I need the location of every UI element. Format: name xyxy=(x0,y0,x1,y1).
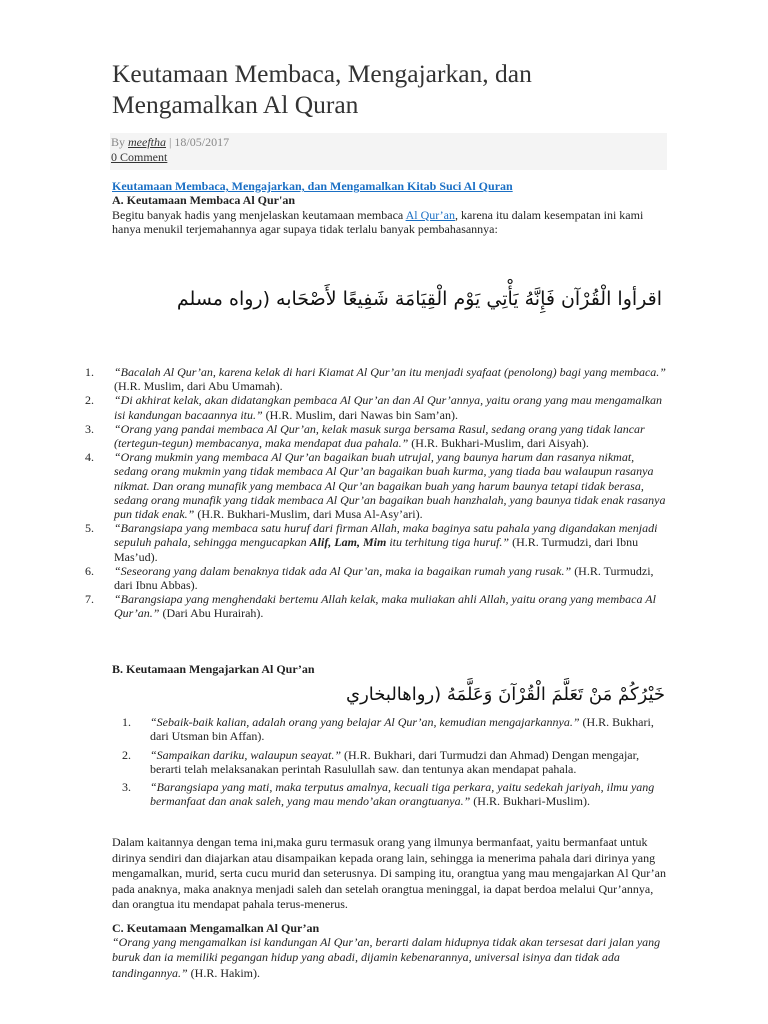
hadith-quote: “Sebaik-baik kalian, adalah orang yang belajar Al Qur’an, kemudian mengajarkannya.” xyxy=(150,715,580,729)
hadith-source: (H.R. Muslim, dari Nawas bin Sam’an). xyxy=(262,407,458,422)
list-item xyxy=(122,748,670,777)
item-number: 2. xyxy=(85,393,94,408)
hadith-quote: “Bacalah Al Qur’an, karena kelak di hari Kiamat Al Qur’an itu menjadi syafaat (penolong) bagi yang membaca.” xyxy=(114,365,666,379)
section-c-heading: C. Keutamaan Mengamalkan Al Qur’an xyxy=(112,921,320,935)
hadith-source: (Dari Abu Hurairah). xyxy=(159,606,264,621)
item-number: 1. xyxy=(122,715,131,729)
hadith-source: (H.R. Bukhari-Muslim, dari Musa Al-Asy’ari). xyxy=(194,507,423,522)
post-meta xyxy=(110,133,667,170)
section-b-heading: B. Keutamaan Mengajarkan Al Qur’an xyxy=(112,662,315,676)
hadith-quote: “Barangsiapa yang menghendaki bertemu Allah kelak, maka muliakan ahli Allah, yaitu orang yang membaca Al Qur’an.” xyxy=(114,592,656,621)
list-item xyxy=(85,564,670,592)
arabic-hadith-reading: اقرأوا الْقُرْآن فَإِنَّهُ يَأْتِي يَوْم الْقِيَامَة شَفِيعًا لأَصْحَابه (رواه مسلم xyxy=(176,288,662,310)
list-item xyxy=(85,450,670,521)
hadith-quote: “Sampaikan dariku, walaupun seayat.” xyxy=(150,747,341,762)
comments-row xyxy=(111,150,667,165)
section-a-heading: A. Keutamaan Membaca Al Qur'an xyxy=(112,193,295,208)
article-title: Keutamaan Membaca, Mengajarkan, dan Mengamalkan Al Quran xyxy=(112,59,532,119)
hadith-quote: “Seseorang yang dalam benaknya tidak ada Al Qur’an, maka ia bagaikan rumah yang rusak.” xyxy=(114,563,572,578)
byline xyxy=(111,135,667,150)
hadith-quote: “Orang mukmin yang membaca Al Qur’an bagaikan buah utrujal, yang baunya harum dan rasanya nikmat, sedang orang mukmin yang tidak membaca Al Qur’an bagaikan buah kurma, yang tiada bau walaupun rasanya nikmat. Dan orang munafik yang membaca Al Qur’an bagaikan buah yang harum baunya tetapi tidak berasa, sedang orang munafik yang tidak membaca Al Qur’an bagaikan buah hanzhalah, yang baunya tidak enak rasanya pun tidak enak.” xyxy=(114,450,666,522)
hadith-source: (H.R. Turmudzi, dari Ibnu Abbas). xyxy=(114,563,654,593)
meta-separator: | xyxy=(166,135,175,149)
hadith-quote: “Barangsiapa yang membaca satu huruf dari firman Allah, maka baginya satu pahala yang digandakan menjadi sepuluh pahala, sehingga mengucapkan xyxy=(114,521,658,550)
hadith-source: (H.R. Bukhari, dari Turmudzi dan Ahmad) Dengan mengajar, berarti telah melaksanakan perintah Rasulullah saw. dan tentunya akan mendapat pahala. xyxy=(150,747,640,776)
reading-virtues-list xyxy=(85,365,670,621)
intro-text-after: , karena itu dalam kesempatan ini kami hanya menukil terjemahannya agar supaya tidak terlalu banyak pembahasannya: xyxy=(112,207,644,237)
arabic-hadith-teaching: خَيْرُكُمْ مَنْ تَعَلَّمَ الْقُرْآنَ وَعَلَّمَهُ (رواهالبخاري xyxy=(346,684,665,705)
hadith-source: (H.R. Bukhari, dari Utsman bin Affan). xyxy=(150,715,654,744)
list-item xyxy=(85,365,670,393)
hadith-quote: “Orang yang mengamalkan isi kandungan Al Qur’an, berarti dalam hidupnya tidak akan tersesat dari jalan yang buruk dan ia memiliki pegangan hidup yang abadi, dijamin kebenarannya, universal isinya dan tidak ada tandingannya.” xyxy=(112,935,661,980)
list-item xyxy=(122,715,670,744)
section-b-paragraph: Dalam kaitannya dengan tema ini,maka guru termasuk orang yang ilmunya bermanfaat, yaitu bermanfaat untuk dirinya sendiri dan diajarkan atau disampaikan kepada orang lain, sehingga ia menerima pahala dari dirinya yang mengamalkan, murid, serta cucu murid dan seterusnya. Di samping itu, orangtua yang mau mengajarkan Al Qur’an pada anaknya, maka anaknya menjadi saleh dan setelah orangtua meninggal, ia dapat berdoa melalui Qur’annya, dan orangtua itu mendapat pahala terus-menerus. xyxy=(112,835,666,912)
item-number: 3. xyxy=(85,421,94,436)
item-number: 5. xyxy=(85,521,94,536)
intro-text-before: Begitu banyak hadis yang menjelaskan keutamaan membaca xyxy=(112,207,406,222)
hadith-quote: “Di akhirat kelak, akan didatangkan pembaca Al Qur’an dan Al Qur’annya, yaitu orang yang mau mengamalkan isi kandungan bacaannya itu.” xyxy=(114,393,663,422)
list-item xyxy=(85,422,670,450)
hadith-quote: “Barangsiapa yang mati, maka terputus amalnya, kecuali tiga perkara, yaitu sedekah jariyah, ilmu yang bermanfaat dan anak saleh, yang mau mendo’akan orangtuanya.” xyxy=(150,780,655,809)
by-label: By xyxy=(111,135,129,149)
article-body xyxy=(112,179,672,237)
list-item xyxy=(85,521,670,564)
hadith-source: (H.R. Bukhari-Muslim, dari Aisyah). xyxy=(408,436,589,451)
teaching-virtues-list xyxy=(122,715,670,813)
al-quran-link[interactable]: Al Qur’an xyxy=(405,207,456,222)
author-link[interactable]: meeftha xyxy=(128,135,167,149)
list-item xyxy=(85,393,670,421)
hadith-source: (H.R. Turmudzi, dari Ibnu Mas’ud). xyxy=(114,535,639,564)
article-heading-link[interactable]: Keutamaan Membaca, Mengajarkan, dan Mengamalkan Kitab Suci Al Quran xyxy=(112,179,513,193)
section-a-intro xyxy=(112,208,672,237)
hadith-source: (H.R. Bukhari-Muslim). xyxy=(470,794,590,809)
item-number: 4. xyxy=(85,450,94,465)
hadith-quote-bold: Alif, Lam, Mim xyxy=(309,535,387,550)
section-c-quote xyxy=(112,935,672,981)
item-number: 6. xyxy=(85,563,94,578)
item-number: 1. xyxy=(85,365,94,379)
item-number: 7. xyxy=(85,592,94,607)
comments-link[interactable]: 0 Comment xyxy=(111,150,168,164)
hadith-source: (H.R. Hakim). xyxy=(187,965,260,980)
item-number: 3. xyxy=(122,780,131,795)
list-item xyxy=(122,780,670,809)
list-item xyxy=(85,592,670,620)
post-date: 18/05/2017 xyxy=(174,135,230,149)
hadith-quote: “Orang yang pandai membaca Al Qur’an, kelak masuk surga bersama Rasul, sedang orang yang tidak lancar (tertegun-tegun) membacanya, maka mendapat dua pahala.” xyxy=(114,421,645,451)
hadith-source: (H.R. Muslim, dari Abu Umamah). xyxy=(114,379,283,394)
hadith-quote-end: itu terhitung tiga huruf.” xyxy=(386,535,510,550)
item-number: 2. xyxy=(122,747,131,762)
